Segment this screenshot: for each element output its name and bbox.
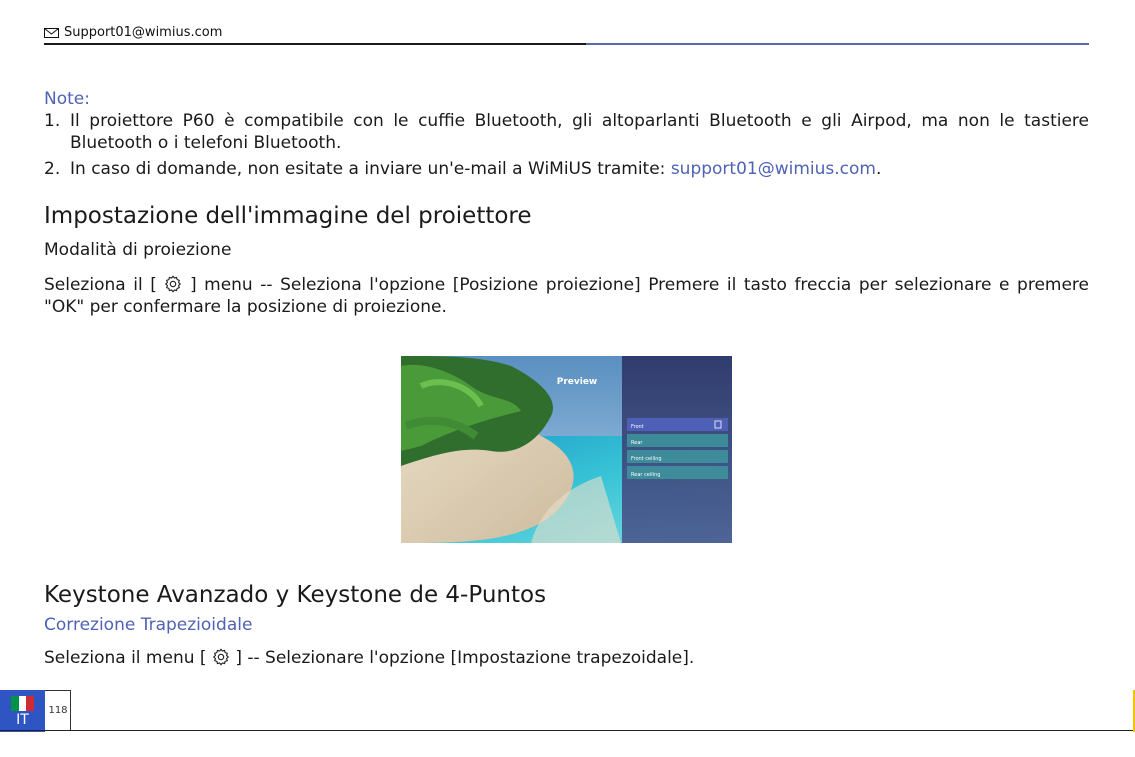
- para-text-before: Seleziona il menu [: [44, 648, 212, 668]
- italian-flag-icon: [11, 696, 34, 711]
- para-text-after: ] menu -- Seleziona l'opzione [Posizione proiezione] Premere il tasto freccia per selezionare e premere "OK" per confermare la posizione di proiezione.: [44, 275, 1090, 317]
- footer-rule: [0, 730, 1135, 731]
- section-paragraph-projection: [44, 274, 1089, 318]
- note-item-1: [44, 110, 1089, 154]
- preview-menu-item: Front ceiling: [631, 456, 662, 462]
- envelope-icon: [44, 28, 59, 38]
- projector-preview-image: [401, 356, 732, 543]
- preview-menu-item: Rear ceiling: [631, 472, 661, 478]
- section-subtitle-keystone-correction: Correzione Trapezioidale: [44, 615, 253, 635]
- preview-menu-item: Front: [631, 424, 644, 430]
- note-item-2: [44, 158, 1089, 180]
- section-title-keystone: Keystone Avanzado y Keystone de 4-Puntos: [44, 582, 547, 608]
- gear-icon: [212, 648, 230, 666]
- support-email-link[interactable]: support01@wimius.com: [670, 159, 876, 179]
- note-number: 1.: [44, 111, 61, 131]
- preview-menu-item: Rear: [631, 440, 643, 446]
- header-rule-blue: [586, 43, 1089, 45]
- gear-icon: [164, 275, 182, 293]
- header-rule-dark: [44, 43, 586, 45]
- page-number: 118: [48, 705, 68, 716]
- para-text-before: Seleziona il [: [44, 275, 165, 295]
- para-text-after: ] -- Selezionare l'opzione [Impostazione trapezoidale].: [229, 648, 695, 668]
- note-text: Il proiettore P60 è compatibile con le cuffie Bluetooth, gli altoparlanti Bluetooth e gli Airpod, ma non le tastiere Bluetooth o i telefoni Bluetooth.: [70, 111, 1089, 153]
- note-heading: Note:: [44, 89, 90, 109]
- preview-title: Preview: [556, 377, 598, 387]
- note-text-after: .: [875, 159, 882, 179]
- note-text-before: In caso di domande, non esitate a inviare un'e-mail a WiMiUS tramite:: [70, 159, 671, 179]
- section-paragraph-keystone: [44, 647, 694, 669]
- section-subtitle-projection-mode: Modalità di proiezione: [44, 240, 232, 260]
- header-email-text[interactable]: Support01@wimius.com: [64, 25, 223, 40]
- section-title-projector-image: Impostazione dell'immagine del proiettore: [44, 203, 532, 229]
- header-email: [44, 25, 222, 40]
- note-number: 2.: [44, 159, 61, 179]
- beach-scene-illustration: [401, 356, 732, 543]
- note-text: [70, 158, 1089, 180]
- language-code: IT: [16, 712, 29, 728]
